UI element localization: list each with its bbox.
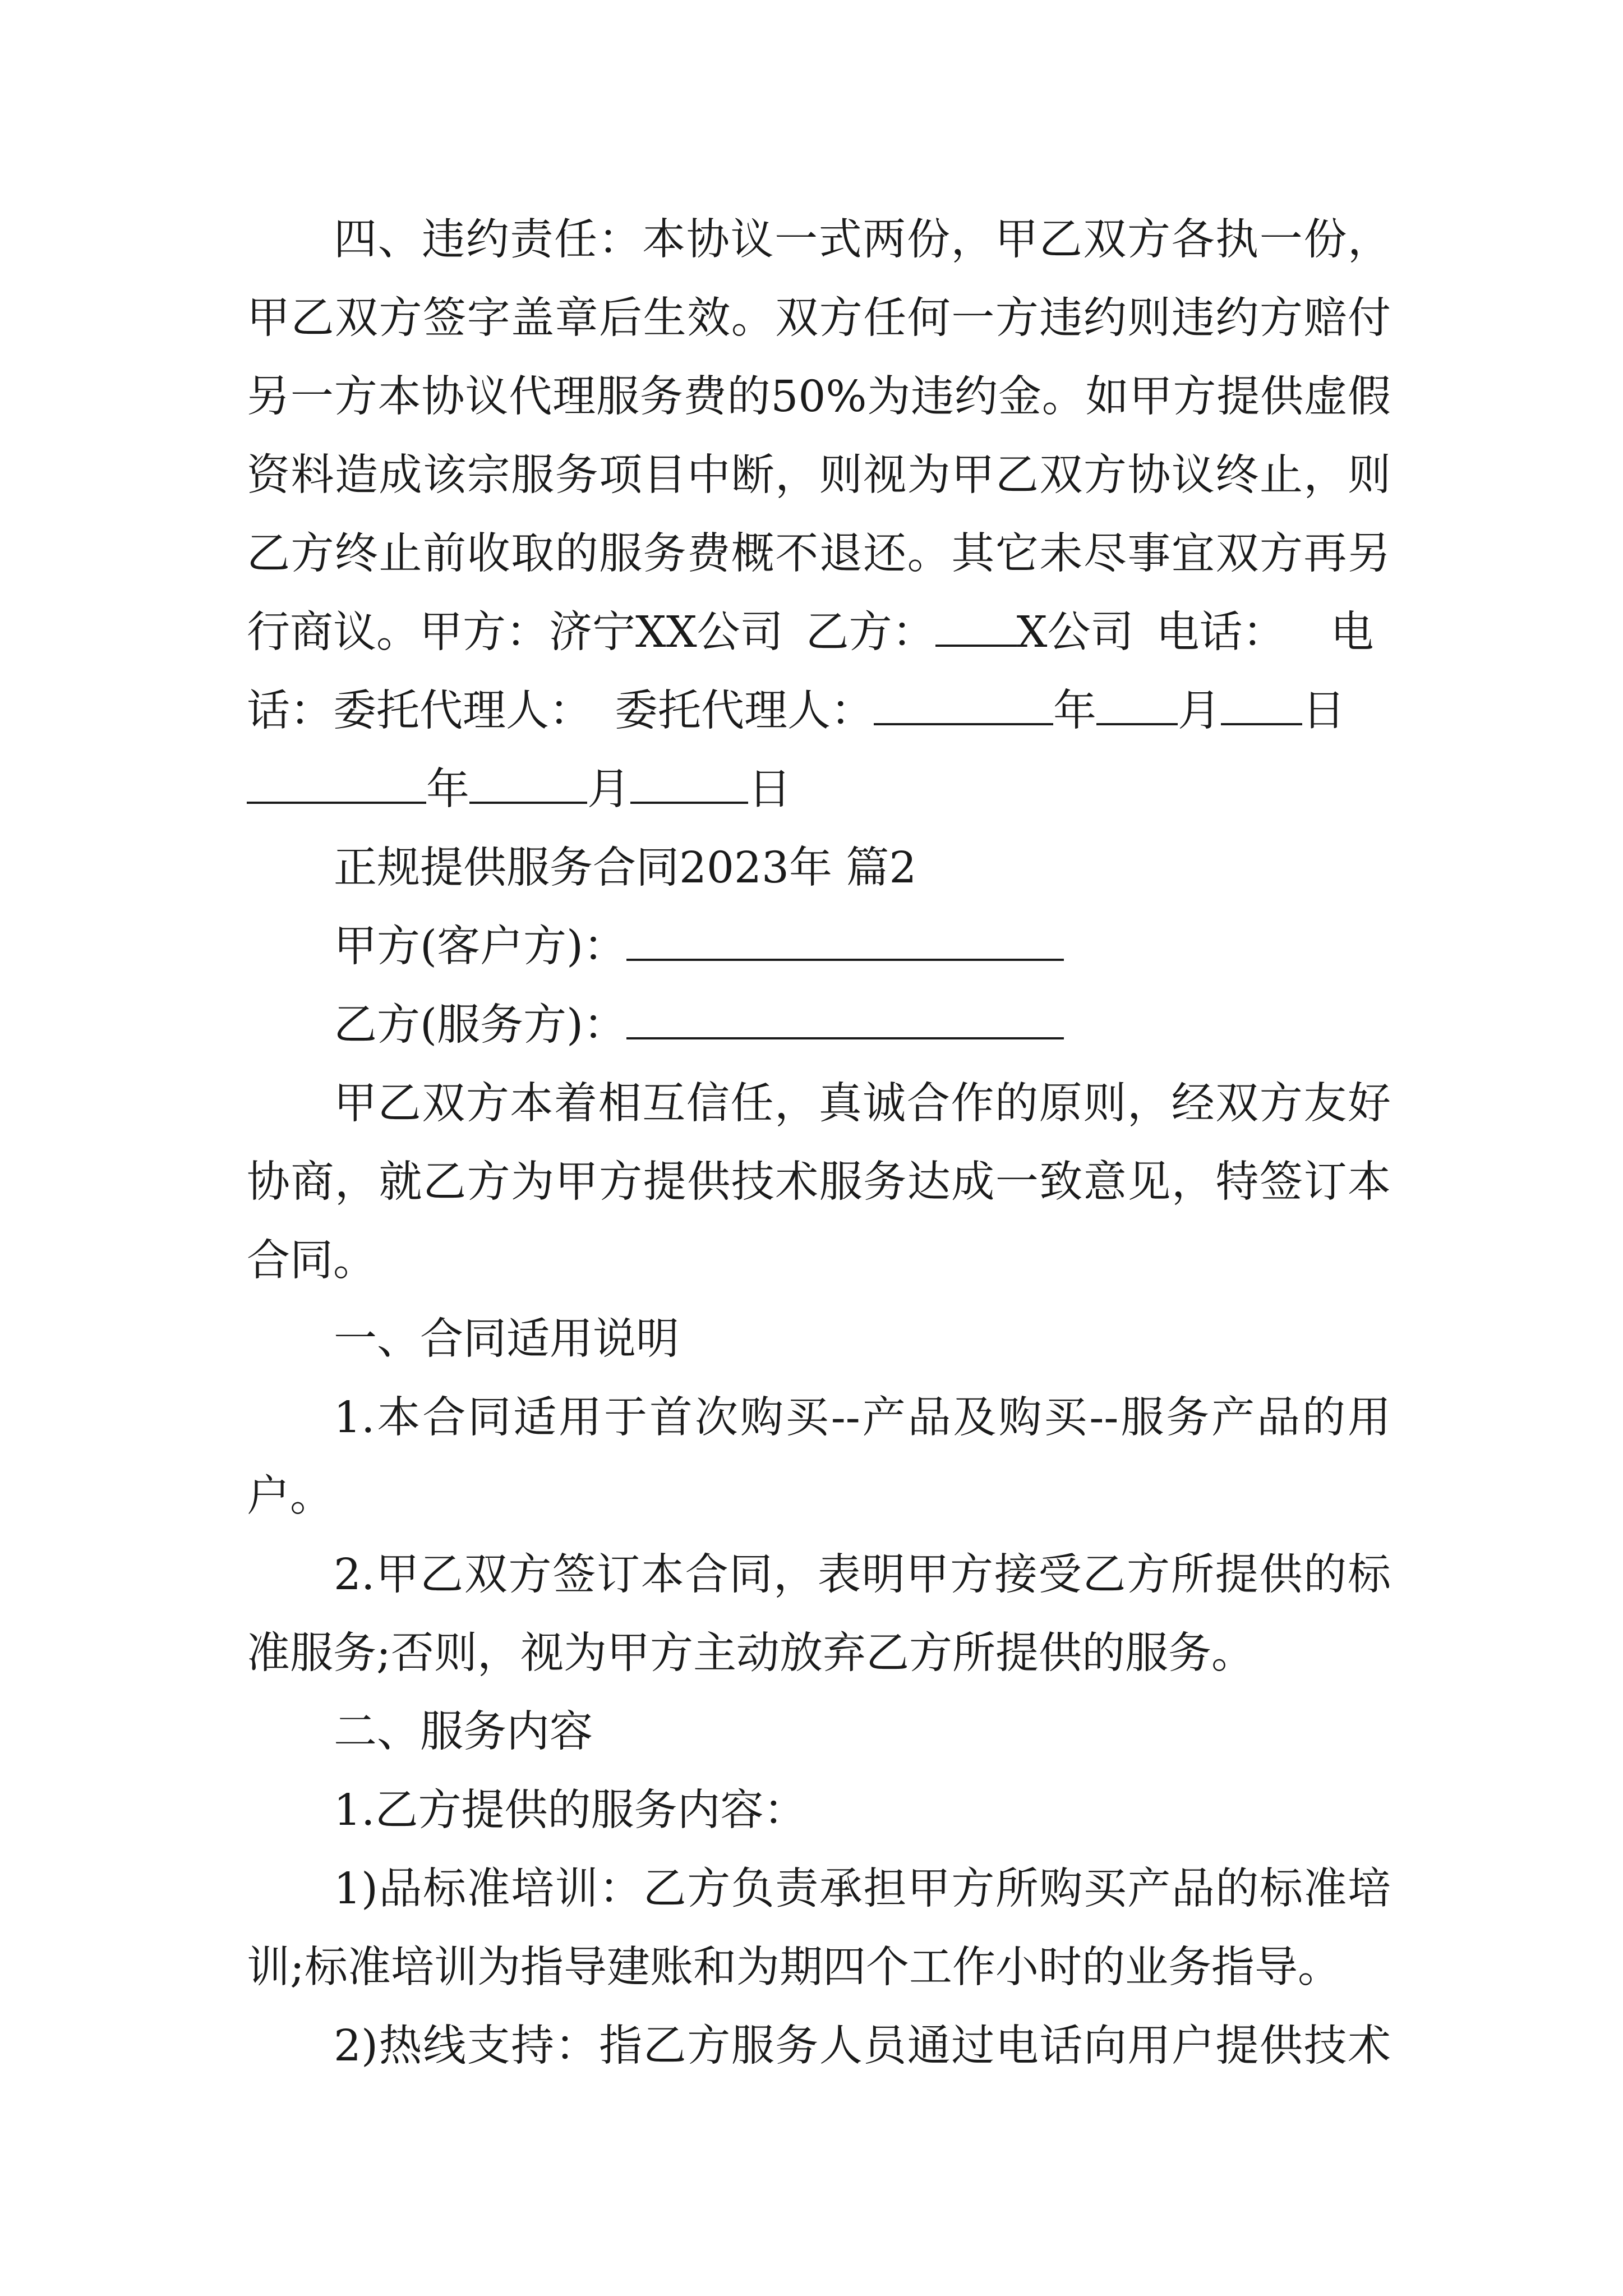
- blank-line: [1221, 684, 1302, 725]
- paragraph-line: 合同。: [247, 1236, 376, 1286]
- blank-line: [247, 762, 426, 804]
- day-label: 日: [748, 765, 791, 815]
- party-a-label: 甲方(客户方)：: [334, 922, 627, 972]
- party-b-label: 乙方(服务方)：: [334, 1000, 627, 1050]
- paragraph-line: 1)品标准培训：乙方负责承担甲方所购买产品的标准培: [334, 1864, 1391, 1914]
- paragraph-line-date: [247, 751, 1391, 829]
- paragraph-line: 甲乙双方签字盖章后生效。双方任何一方违约则违约方赔付: [247, 293, 1391, 343]
- paragraph-line: 2)热线支持：指乙方服务人员通过电话向用户提供技术: [334, 2021, 1391, 2071]
- paragraph-line: 协商，就乙方为甲方提供技术服务达成一致意见，特签订本: [247, 1157, 1391, 1207]
- paragraph-line: 资料造成该宗服务项目中断，则视为甲乙双方协议终止，则: [247, 450, 1391, 500]
- phone-label: 电话：: [1156, 608, 1286, 657]
- blank-line: [630, 762, 748, 804]
- blank-line: [469, 762, 587, 804]
- blank-line: [1096, 684, 1178, 725]
- blank-line: [626, 998, 1064, 1039]
- paragraph-line: 四、违约责任：本协议一式两份，甲乙双方各执一份，: [334, 215, 1391, 265]
- blank-line: [874, 684, 1053, 725]
- paragraph-line: 甲乙双方本着相互信任，真诚合作的原则，经双方友好: [334, 1079, 1391, 1129]
- paragraph-line: 1.乙方提供的服务内容：: [334, 1786, 807, 1835]
- year-label: 年: [1053, 686, 1096, 736]
- year-label: 年: [426, 765, 469, 815]
- paragraph-line: 户。: [247, 1471, 333, 1521]
- phone-label-wrap: 电: [1330, 608, 1374, 657]
- month-label: 月: [1178, 686, 1221, 736]
- paragraph-line-agents: [247, 672, 1391, 751]
- paragraph-line: 1.本合同适用于首次购买--产品及购买--服务产品的用: [334, 1393, 1391, 1443]
- blank-line: [626, 919, 1064, 961]
- blank-line: [935, 605, 1017, 647]
- paragraph-line: 另一方本协议代理服务费的50%为违约金。如甲方提供虚假: [247, 372, 1391, 422]
- day-label: 日: [1302, 686, 1345, 736]
- agent-label-a: 话：委托代理人：: [247, 686, 592, 736]
- month-label: 月: [587, 765, 630, 815]
- party-a-company: 行商议。甲方：济宁XX公司: [247, 608, 783, 657]
- party-a-line: [247, 908, 1391, 986]
- party-b-company: X公司: [1016, 608, 1134, 657]
- party-b-line: [247, 986, 1391, 1065]
- section-heading: 一、合同适用说明: [334, 1314, 679, 1364]
- paragraph-line: 乙方终止前收取的服务费概不退还。其它未尽事宜双方再另: [247, 529, 1391, 579]
- section-heading: 二、服务内容: [334, 1707, 593, 1757]
- paragraph-line-parties: [247, 593, 1391, 672]
- paragraph-line: 训;标准培训为指导建账和为期四个工作小时的业务指导。: [247, 1943, 1341, 1993]
- paragraph-line: 准服务;否则，视为甲方主动放弃乙方所提供的服务。: [247, 1628, 1255, 1678]
- section-title: 正规提供服务合同2023年 篇2: [334, 843, 917, 893]
- party-b-label: 乙方：: [805, 608, 935, 657]
- paragraph-line: 2.甲乙双方签订本合同，表明甲方接受乙方所提供的标: [334, 1550, 1391, 1600]
- agent-label-b: 委托代理人：: [615, 686, 874, 736]
- document-page: [247, 201, 1391, 2086]
